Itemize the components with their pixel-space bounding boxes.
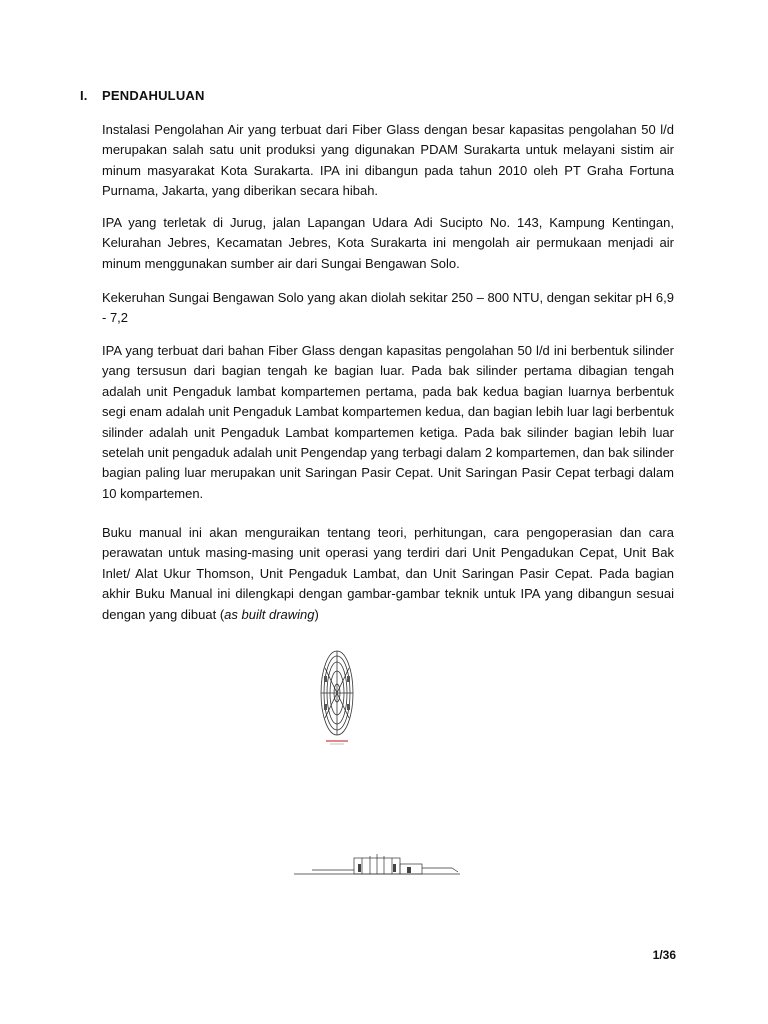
plan-view-drawing — [312, 648, 362, 748]
section-number: I. — [80, 88, 88, 103]
page-number: 1/36 — [652, 948, 676, 962]
manual-closing: ) — [314, 606, 319, 622]
paragraph-intro: Instalasi Pengolahan Air yang terbuat dari Fiber Glass dengan besar kapasitas pengolahan 50 l/d merupakan salah satu unit produksi yang digunakan PDAM Surakarta untuk melayani sistim air minum masyarakat Kota Surakarta. IPA ini dibangun pada tahun 2010 oleh PT Graha Fortuna Purnama, Jakarta, yang diberikan secara hibah. — [102, 122, 674, 199]
section-view-drawing — [292, 850, 462, 880]
paragraph-turbidity: Kekeruhan Sungai Bengawan Solo yang akan diolah sekitar 250 – 800 NTU, dengan sekitar pH 6,9 - 7,2 — [102, 290, 674, 326]
paragraph-structure: IPA yang terbuat dari bahan Fiber Glass dengan kapasitas pengolahan 50 l/d ini berbentuk silinder yang tersusun dari bagian tengah ke bagian luar. Pada bak silinder pertama dibagian tengah adalah unit Pengaduk lambat kompartemen pertama, pada bak kedua bagian luarnya berbentuk segi enam adalah unit Pengaduk Lambat kompartemen kedua, dan bagian lebih luar lagi berbentuk silinder adalah unit Pengaduk Lambat kompartemen ketiga. Pada bak silinder bagian lebih luar setelah unit pengaduk adalah unit Pengendap yang terbagi dalam 2 kompartemen, dan bak silinder bagian paling luar merupakan unit Saringan Pasir Cepat. Unit Saringan Pasir Cepat terbagi dalam 10 kompartemen. — [102, 343, 674, 501]
section-title: PENDAHULUAN — [102, 88, 205, 103]
section-heading — [80, 88, 205, 103]
paragraph-manual — [102, 523, 674, 625]
manual-italic: as built drawing — [224, 606, 315, 622]
manual-text: Buku manual ini akan menguraikan tentang teori, perhitungan, cara pengoperasian dan cara perawatan untuk masing-masing unit operasi yang terdiri dari Unit Pengadukan Cepat, Unit Bak Inlet/ Alat Ukur Thomson, Unit Pengaduk Lambat, dan Unit Saringan Pasir Cepat. Pada bagian akhir Buku Manual ini dilengkapi dengan gambar-gambar teknik untuk IPA yang dibangun sesuai dengan yang dibuat ( — [102, 525, 674, 622]
paragraph-location: IPA yang terletak di Jurug, jalan Lapangan Udara Adi Sucipto No. 143, Kampung Kentingan, Kelurahan Jebres, Kecamatan Jebres, Kota Surakarta ini mengolah air permukaan menjadi air minum menggunakan sumber air dari Sungai Bengawan Solo. — [102, 215, 674, 271]
